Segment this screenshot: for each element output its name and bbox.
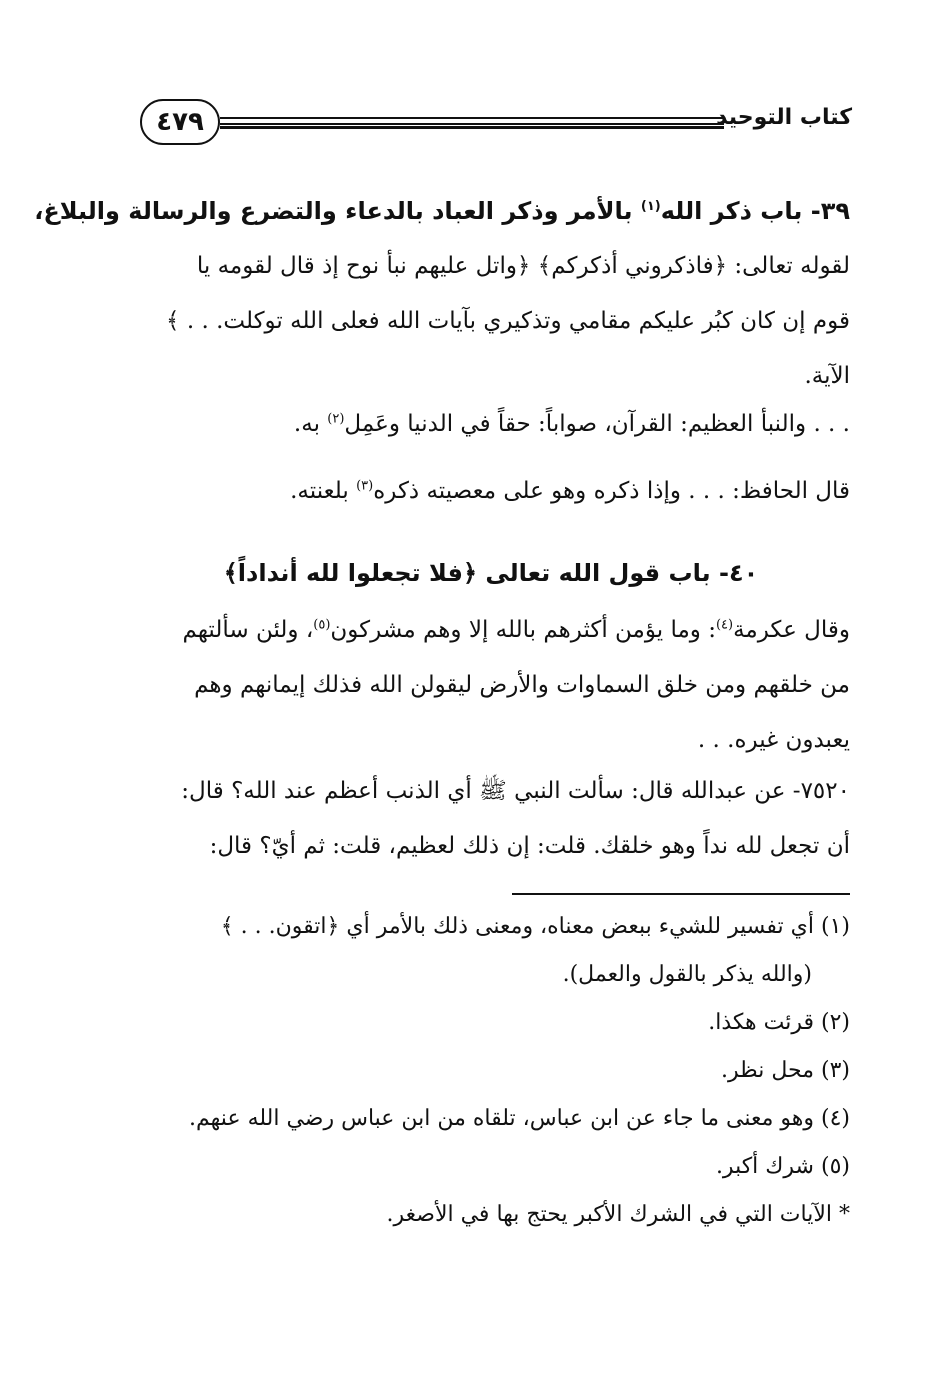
note-2: قال الحافظ: . . . وإذا ذكره وهو على معصيته ذكره$^{(٣)}$ بلعنته. [290, 478, 850, 504]
section-40 [132, 545, 850, 601]
footnote-ref-5[interactable]: (٥) [313, 617, 331, 633]
header-rule [220, 117, 724, 125]
footnote-ref-3[interactable]: (٣) [356, 478, 374, 494]
paragraph-line: لقوله تعالى: ﴿فاذكروني أذكركم﴾ ﴿واتل عليهم نبأ نوح إذ قال لقومه يا [196, 253, 850, 279]
footnote-divider [512, 893, 850, 895]
section-40-heading: ٤٠- باب قول الله تعالى ﴿فلا تجعلوا لله أنداداً﴾ [223, 559, 759, 587]
page-number: ٤٧٩ [140, 99, 220, 145]
book-title: كتاب التوحيد [716, 105, 852, 130]
section-39 [34, 183, 850, 404]
footnote-1: (١) أي تفسير للشيء ببعض معناه، ومعنى ذلك بالأمر أي ﴿اتقون. . . ﴾ [220, 914, 850, 939]
paragraph-line: وقال عكرمة$^{(٤)}$: وما يؤمن أكثرهم بالله إلا وهم مشركون$^{(٥)}$، ولئن سألتهم [182, 617, 850, 643]
footnotes [132, 903, 850, 1239]
header-rule-thick [220, 126, 724, 129]
footnote-ref-4[interactable]: (٤) [715, 617, 734, 633]
hadith-line: أن تجعل لله نداً وهو خلقك. قلت: إن ذلك لعظيم، قلت: ثم أيّ؟ قال: [209, 833, 850, 859]
hadith [132, 764, 850, 874]
paragraph-line: يعبدون غيره. . . [697, 727, 850, 753]
footnote-1-cont: (والله يذكر بالقول والعمل). [562, 962, 812, 987]
footnote-5: (٥) شرك أكبر. [715, 1154, 850, 1179]
section-39-heading: ٣٩- باب ذكر الله$^{(١)}$ بالأمر وذكر العباد بالدعاء والتضرع والرسالة والبلاغ، [34, 197, 850, 225]
footnote-3: (٣) محل نظر. [721, 1058, 850, 1083]
paragraph-line: من خلقهم ومن خلق السماوات والأرض ليقولن الله فذلك إيمانهم وهم [194, 672, 850, 698]
footnote-4: (٤) وهو معنى ما جاء عن ابن عباس، تلقاه من ابن عباس رضي الله عنهم. [189, 1106, 850, 1131]
footnote-2: (٢) قرئت هكذا. [708, 1010, 850, 1035]
paragraph-line: الآية. [804, 363, 850, 389]
footnote-ref-1[interactable]: (١) [640, 199, 661, 214]
paragraph-line: قوم إن كان كبُر عليكم مقامي وتذكيري بآيات الله فعلى الله توكلت. . . ﴾ [166, 308, 850, 334]
footnote-ref-2[interactable]: (٢) [327, 411, 345, 427]
hadith-line: ٧٥٢٠- عن عبدالله قال: سألت النبي ﷺ أي الذنب أعظم عند الله؟ قال: [181, 778, 850, 804]
page-header [140, 95, 852, 157]
note-1: . . . والنبأ العظيم: القرآن، صواباً: حقاً في الدنيا وعَمِل$^{(٢)}$ به. [293, 411, 850, 437]
footnote-star-note: * الآيات التي في الشرك الأكبر يحتج بها في الأصغر. [386, 1202, 850, 1227]
section-40-body [132, 603, 850, 768]
